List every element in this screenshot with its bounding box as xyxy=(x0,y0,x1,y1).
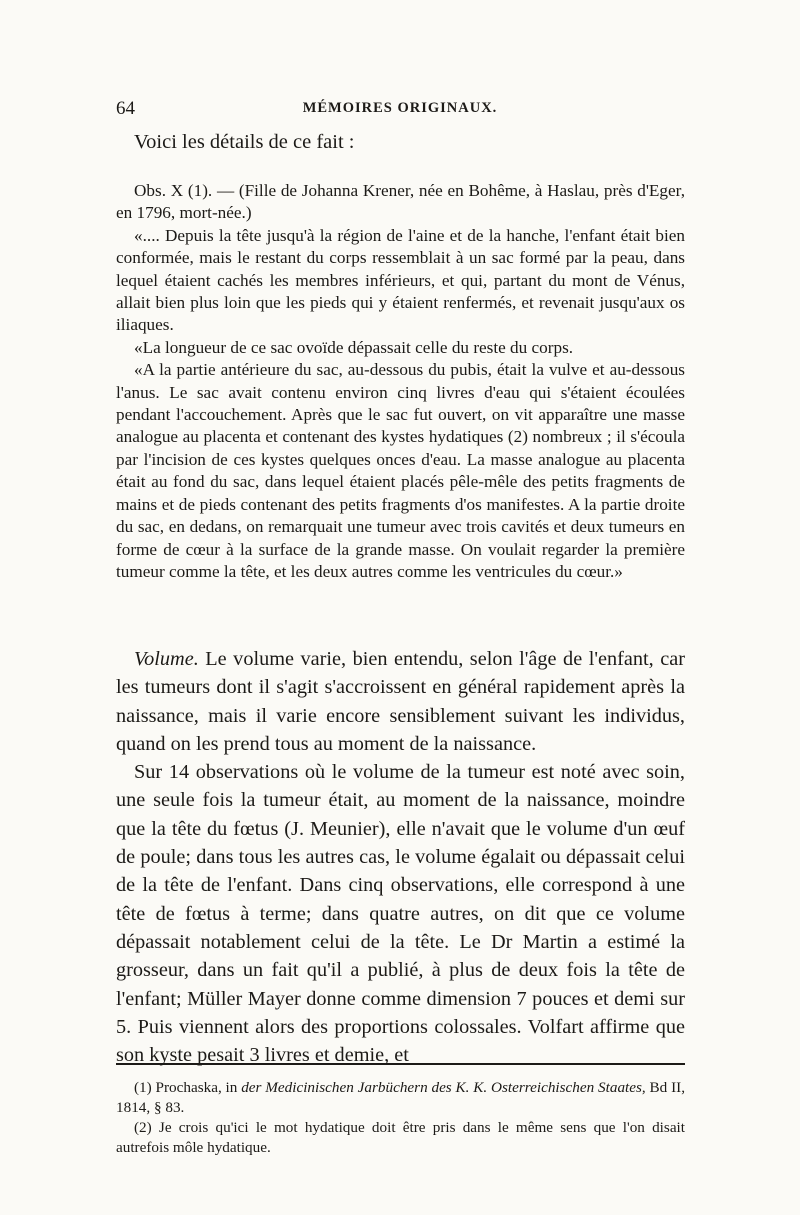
footnote-1-title: der Medicinischen Jarbüchern des K. K. Osterreichischen Staates xyxy=(241,1079,642,1096)
quote-paragraph: «La longueur de ce sac ovoïde dépassait celle du reste du corps. xyxy=(134,337,574,357)
footnote-1 xyxy=(116,1078,685,1118)
footnotes xyxy=(116,1078,685,1158)
page-number: 64 xyxy=(116,98,135,119)
footnote-1-suffix: , Bd II, 1814, § 83. xyxy=(116,1079,685,1116)
footnote-2: (2) Je crois qu'ici le mot hydatique doit être pris dans le même sens que l'on disait autrefois môle hydatique. xyxy=(116,1119,685,1156)
observation-quote xyxy=(116,180,685,583)
quote-paragraph: «A la partie antérieure du sac, au-dessous du pubis, était la vulve et au-dessous l'anus. Le sac avait contenu environ cinq livres d'eau qui s'étaient écoulées pendant l'accouchement. Après que le sac fut ouvert, on vit apparaître une masse analogue au placenta et contenant des kystes hydatiques (2) nombreux ; il s'écoula par l'incision de ces kystes quelques onces d'eau. La masse analogue au placenta était au fond du sac, dans lequel étaient placés pêle-mêle des petits fragments de mains et de pieds contenant des petits fragments d'os manifestes. A la partie droite du sac, en dedans, on remarquait une tumeur avec trois cavités et deux tumeurs en forme de cœur à la surface de la grande masse. On voulait regarder la première tumeur comme la tête, et les deux autres comme les ventricules du cœur.» xyxy=(116,360,685,581)
footnote-rule xyxy=(116,1063,685,1065)
volume-paragraph xyxy=(116,645,685,758)
observation-heading: Obs. X (1). — (Fille de Johanna Krener, née en Bohême, à Haslau, près d'Eger, en 1796, mort-née.) xyxy=(116,181,685,223)
observations-paragraph: Sur 14 observations où le volume de la tumeur est noté avec soin, une seule fois la tumeur était, au moment de la naissance, moindre que la tête du fœtus (J. Meunier), elle n'avait que le volume d'un œuf de poule; dans tous les autres cas, le volume égalait ou dépassait celui de la tête de l'enfant. Dans cinq observations, elle correspond à une tête de fœtus à terme; dans quatre autres, on dit que ce volume dépassait notablement celui de la tête. Le Dr Martin a estimé la grosseur, dans un fait qu'il a publié, à plus de deux fois la tête de l'enfant; Müller Mayer donne comme dimension 7 pouces et demi sur 5. Puis viennent alors des proportions colossales. Volfart affirme que son kyste pesait 3 livres et demie, et xyxy=(116,761,685,1067)
main-text xyxy=(116,645,685,1069)
page-header xyxy=(116,98,684,122)
running-title: MÉMOIRES ORIGINAUX. xyxy=(302,100,498,116)
footnote-1-prefix: (1) Prochaska, in xyxy=(134,1079,242,1096)
volume-text: Le volume varie, bien entendu, selon l'âge de l'enfant, car les tumeurs dont il s'agit s'accroissent en général rapidement après la naissance, mais il varie encore sensiblement suivant les individus, quand on les prend tous au moment de la naissance. xyxy=(116,648,685,755)
intro-line: Voici les détails de ce fait : xyxy=(134,131,355,153)
quote-paragraph: «.... Depuis la tête jusqu'à la région de l'aine et de la hanche, l'enfant était bien conformée, mais le restant du corps ressemblait à un sac formé par la peau, dans lequel étaient cachés les membres inférieurs, et qui, partant du mont de Vénus, allait bien plus loin que les pieds qui y étaient renfermés, et revenait jusqu'aux os iliaques. xyxy=(116,225,685,335)
volume-label: Volume. xyxy=(134,648,199,670)
